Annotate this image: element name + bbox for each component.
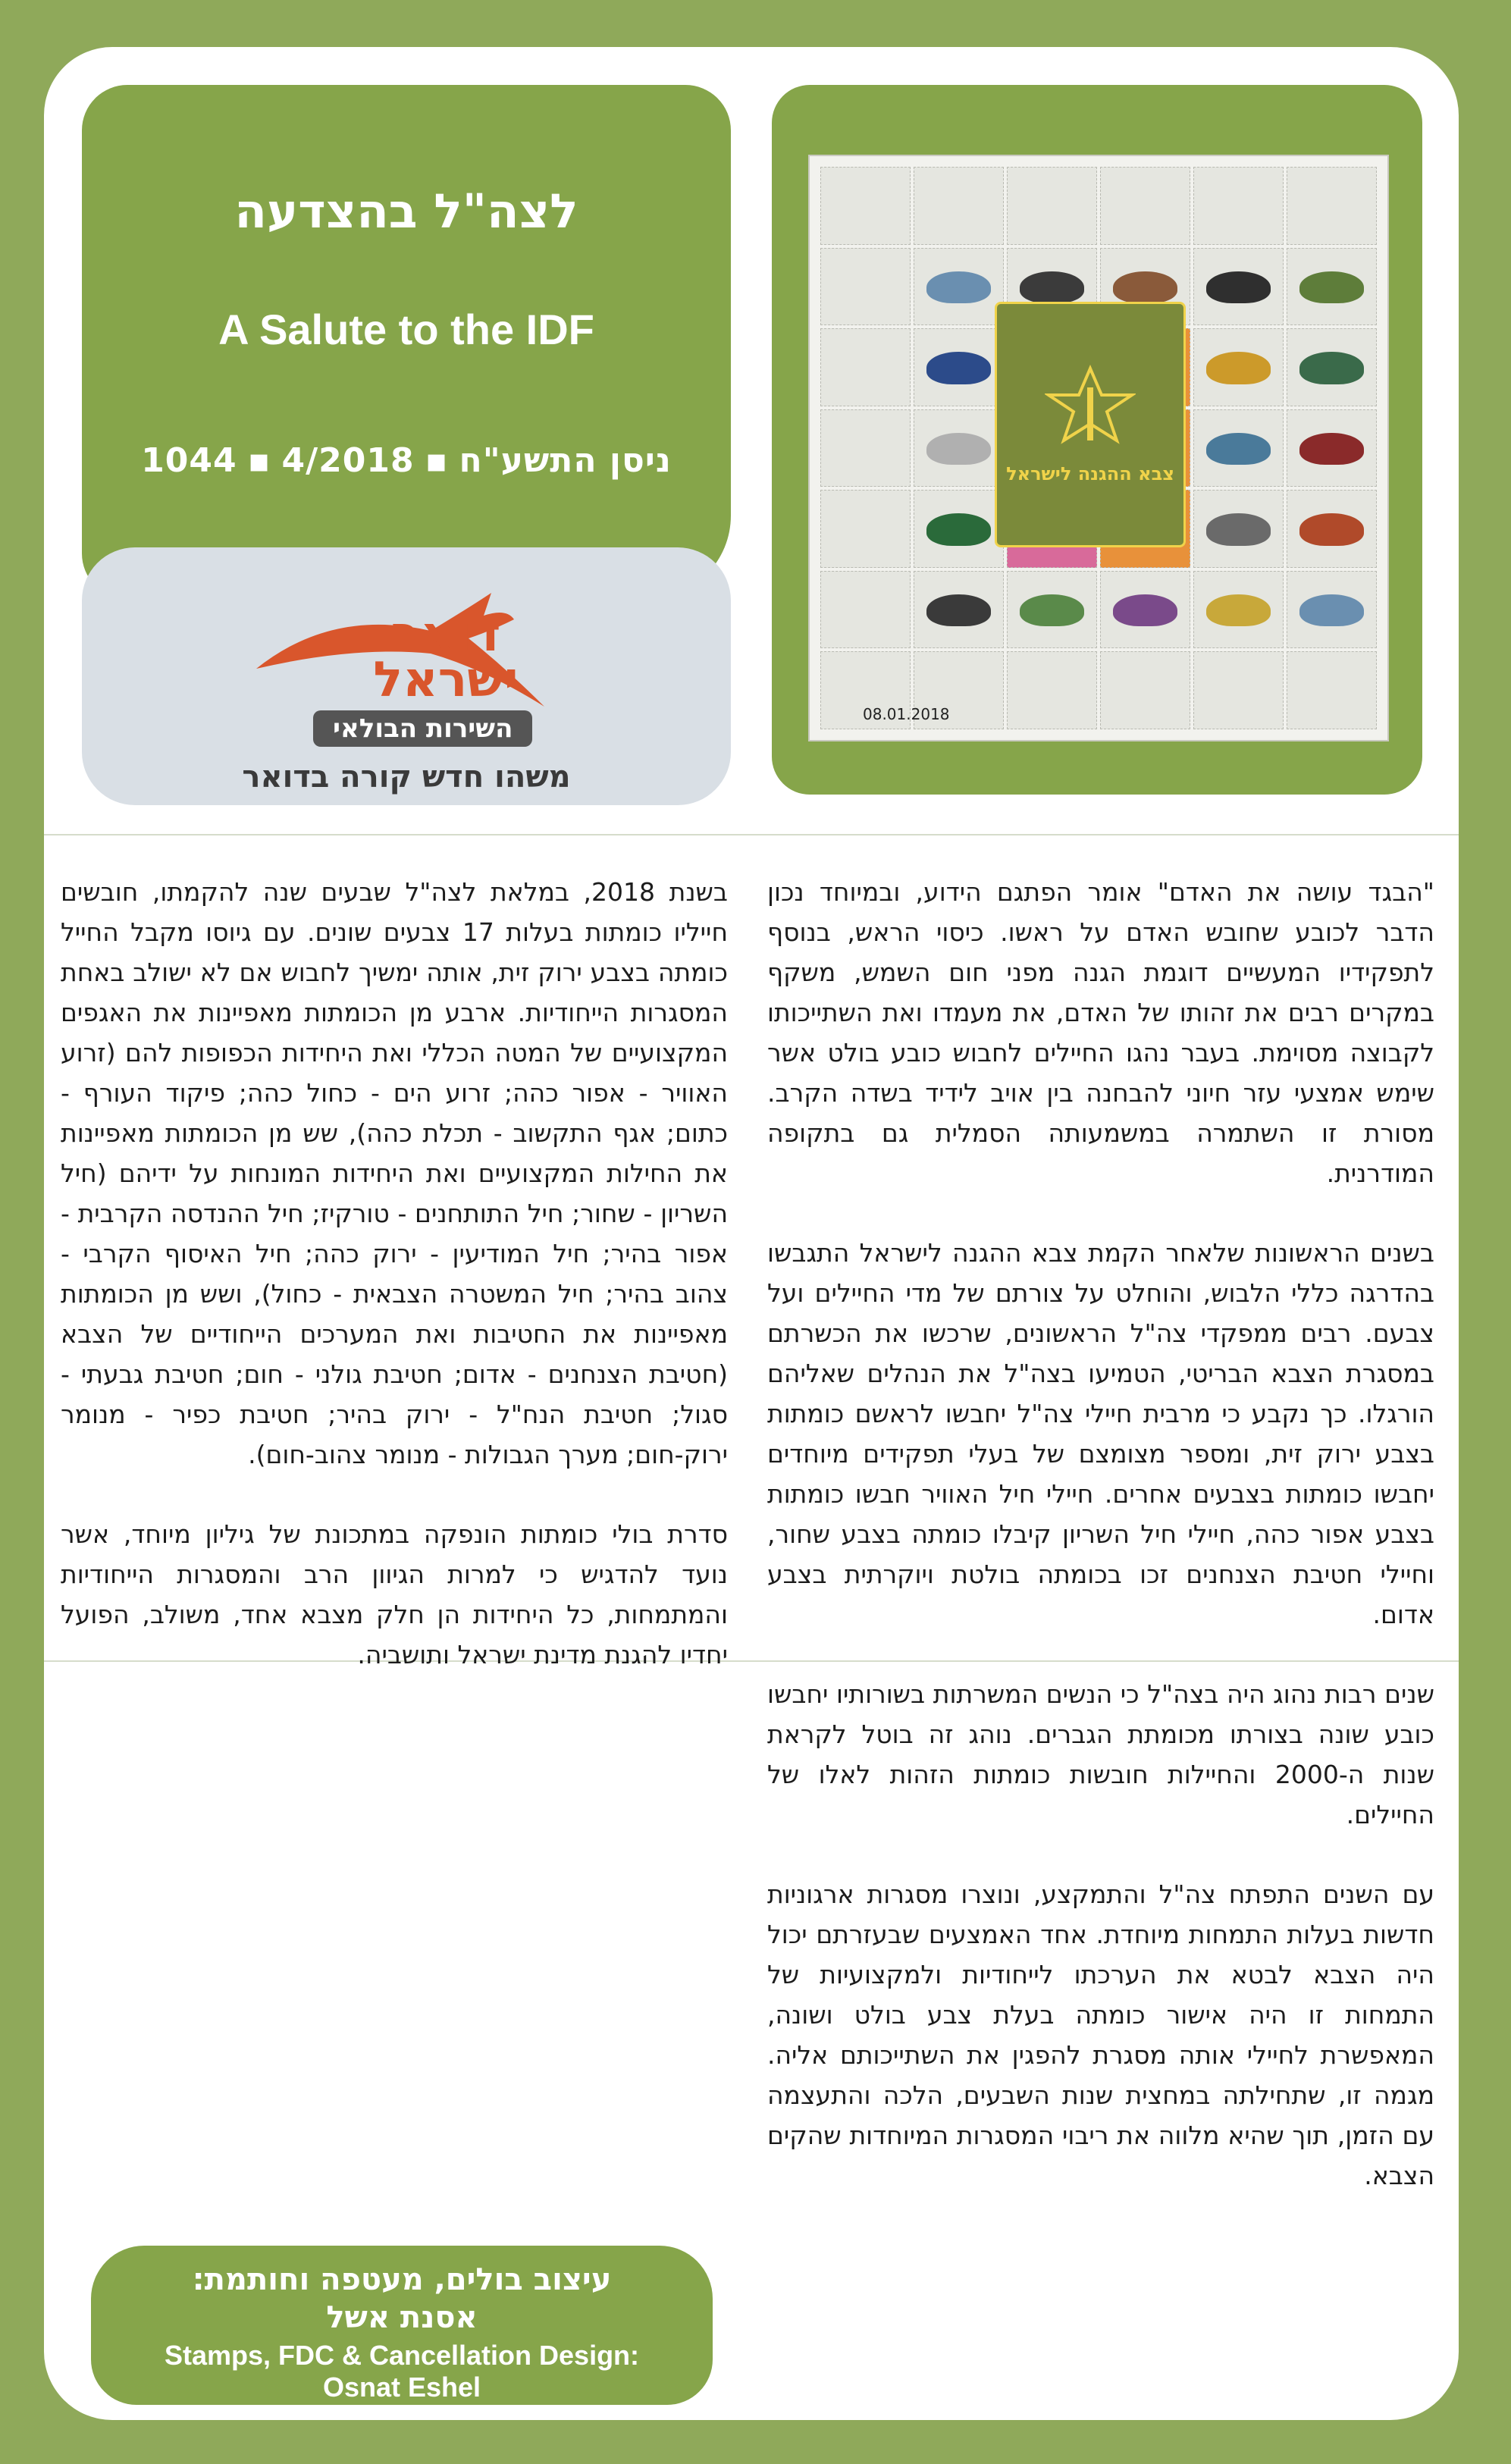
paragraph: עם השנים התפתח צה"ל והתמקצע, ונוצרו מסגרות ארגוניות חדשות בעלות התמחות מיוחדת. אחד האמצעים שבעזרתם יכול היה הצבא לבטא את הערכתו לייחודיות ולמקצועיות של התמחות זו היה אישור כומתה בעלת צבע בולט ושונה, המאפשרת לחיילי אותה מסגרת להפגין את השתייכותם אליה. מגמה זו, שתחילתה במחצית שנות השבעים, הלכה והתעצמה עם הזמן, תוך שהיא מלווה את ריבוי המסגרות המיוחדות שהקים הצבא.	[767, 1879, 1434, 2190]
credits-hebrew-name: אסנת אשל	[326, 2300, 478, 2335]
logo-name	[309, 607, 582, 708]
stamp-cell	[1287, 651, 1377, 729]
beret-icon	[1206, 513, 1270, 545]
text-column-left	[61, 872, 728, 1714]
beret-icon	[1206, 271, 1270, 303]
title-hebrew: לצה"ל בהצדעה	[234, 183, 578, 239]
beret-icon	[1020, 594, 1083, 626]
stamp-sheet-panel	[772, 85, 1422, 795]
stamp-cell	[1100, 167, 1190, 245]
beret-icon	[1113, 271, 1177, 303]
stamp-cell	[1287, 167, 1377, 245]
issue-date: 4/2018	[281, 441, 415, 480]
stamp-cell	[914, 571, 1004, 649]
stamp-cell	[1007, 651, 1097, 729]
stamp-cell	[1100, 651, 1190, 729]
paragraph: סדרת בולי כומתות הונפקה במתכונת של גיליון מיוחד, אשר נועד להדגיש כי למרות הגיוון הרב והמסגרות הייחודיות והמתמחות, כל היחידות הן חלק מצבא אחד, משולב, הפועל יחדיו להגנת מדינת ישראל ותושביה.	[61, 1519, 728, 1669]
idf-emblem-text: צבא ההגנה לישראל	[1006, 463, 1174, 484]
stamp-cell	[1287, 490, 1377, 568]
beret-icon	[926, 271, 990, 303]
israel-post-logo-panel	[82, 547, 731, 805]
stamp-cell	[820, 490, 911, 568]
paragraph: בשנת 2018, במלאת לצה"ל שבעים שנה להקמתו, חובשים חייליו כומתות בעלות 17 צבעים שונים. עם גיוסו מקבל החייל כומתה בצבע ירוק זית, אותה ימשיך לחבוש אם לא ישולב באחת המסגרות הייחודיות. ארבע מן הכומתות מאפיינות את האגפים המקצועיים של המטה הכללי ואת היחידות הכפופות להם (זרוע האוויר - אפור כהה; זרוע הים - כחול כהה; פיקוד העורף - כתום; אגף התקשוב - תכלת כהה), שש מן הכומתות מאפיינות את החילות המקצועיים ואת היחידות המונחות על ידיהם (חיל השריון - שחור; חיל התותחנים - טורקיז; חיל ההנדסה הקרבית - אפור בהיר; חיל המודיעין - ירוק כהה; חיל האיסוף הקרבי - צהוב בהיר; חיל המשטרה הצבאית - כחול), ושש מן הכומתות מאפיינות את החטיבות ואת המערכים הייחודיים של הצבא (חטיבת הצנחנים - אדום; חטיבת גולני - חום; חטיבת גבעתי - סגול; חטיבת הנח"ל - ירוק בהיר; חטיבת כפיר - מנומר ירוק-חום; מערך הגבולות - מנומר צהוב-חום).	[61, 877, 728, 1469]
stamp-cell	[1193, 409, 1284, 487]
stamp-cell	[1193, 571, 1284, 649]
stamp-cell	[1193, 248, 1284, 326]
stamp-cell	[1193, 490, 1284, 568]
stamp-cell	[1007, 167, 1097, 245]
stamp-cell	[820, 248, 911, 326]
stamp-cell	[1287, 409, 1377, 487]
stamp-cell	[820, 571, 911, 649]
beret-icon	[926, 433, 990, 465]
stamp-cell	[1287, 328, 1377, 406]
credits-english-name: Osnat Eshel	[322, 2372, 481, 2403]
beret-icon	[1206, 594, 1270, 626]
stamp-sheet	[808, 155, 1389, 741]
stamp-cell	[820, 409, 911, 487]
credits-english-title: Stamps, FDC & Cancellation Design:	[164, 2340, 640, 2371]
beret-icon	[926, 594, 990, 626]
paragraph: שנים רבות נהוג היה בצה"ל כי הנשים המשרתות בשורותיו יחבשו כובע שונה בצורתו מכומתת הגברים. נוהג זה בוטל לקראת שנות ה-2000 והחיילות חובשות כומתות הזהות לאלו של החיילים.	[767, 1679, 1435, 1829]
stamp-cell	[914, 167, 1004, 245]
issue-line: 1044 ▪ 4/2018 ▪ ניסן התשע"ח	[141, 441, 672, 480]
text-column-right	[767, 872, 1434, 2235]
beret-icon	[1020, 271, 1083, 303]
beret-icon	[926, 513, 990, 545]
fold-line-upper	[44, 834, 1459, 835]
stamp-cell	[914, 328, 1004, 406]
issue-hebrew-date: ניסן התשע"ח	[459, 441, 672, 480]
stamp-cell	[914, 490, 1004, 568]
logo-slogan: משהו חדש קורה בדואר	[242, 760, 571, 795]
stamp-cell	[914, 248, 1004, 326]
stamp-cell	[1193, 167, 1284, 245]
beret-icon	[1299, 433, 1363, 465]
beret-icon	[1299, 594, 1363, 626]
beret-icon	[926, 352, 990, 384]
beret-icon	[1299, 352, 1363, 384]
logo-name-line2: ישראל	[373, 652, 519, 708]
stamp-cell	[1193, 651, 1284, 729]
beret-icon	[1113, 594, 1177, 626]
title-panel	[82, 85, 731, 599]
design-credits-panel	[91, 2246, 713, 2405]
stamp-cell	[820, 328, 911, 406]
credits-hebrew-title: עיצוב בולים, מעטפה וחותמת:	[192, 2262, 612, 2297]
stamp-cell	[820, 167, 911, 245]
paragraph: "הבגד עושה את האדם" אומר הפתגם הידוע, ובמיוחד נכון הדבר לכובע שחובש האדם על ראשו. כיסוי הראש, בנוסף לתפקידיו המעשיים דוגמת הגנה מפני חום השמש, משקף במקרים רבים את זהותו של האדם, את מעמדו ואת השתייכותו לקבוצה מסוימת. בעבר נהגו החיילים לחבוש כובע בולט אשר שימש אמצעי עזר חיוני להבחנה בין אויב לידיד בשדה הקרב. מסורת זו השתמרה במשמעותה הסמלית גם בתקופה המודרנית.	[767, 877, 1434, 1188]
stamp-cell	[1287, 571, 1377, 649]
beret-icon	[1206, 433, 1270, 465]
stamp-cell	[914, 409, 1004, 487]
sheet-date: 08.01.2018	[863, 705, 950, 723]
beret-icon	[1299, 513, 1363, 545]
title-english: A Salute to the IDF	[218, 306, 594, 353]
philatelic-service-badge: השירות הבולאי	[313, 710, 532, 747]
idf-emblem-icon	[1045, 365, 1136, 456]
paragraph: בשנים הראשונות שלאחר הקמת צבא ההגנה לישראל התגבשו בהדרגה כללי הלבוש, והוחלט על צורתם של מדי החיילים ועל צבעם. רבים ממפקדי צה"ל הראשונים, שרכשו את הכשרתם במסגרת הצבא הבריטי, הטמיעו בצה"ל את הנהלים שאליהם הורגלו. כך נקבע כי מרבית חיילי צה"ל יחבשו לראשם כומתות בצבע ירוק זית, ומספר מצומצם של בעלי תפקידים מיוחדים יחבשו כומתות בצבעים אחרים. חיילי חיל האוויר חבשו כומתות בצבע אפור כהה, חיילי חיל השריון קיבלו כומתה בצבע שחור, וחיילי חטיבת הצנחנים זכו בכומתה בולטת ויוקרתית בצבע אדום.	[767, 1238, 1434, 1629]
beret-icon	[1299, 271, 1363, 303]
beret-icon	[1206, 352, 1270, 384]
idf-emblem	[995, 302, 1186, 547]
stamp-cell	[1287, 248, 1377, 326]
stamp-cell	[1007, 571, 1097, 649]
stamp-cell	[1193, 328, 1284, 406]
issue-number: 1044	[141, 441, 237, 480]
logo-name-line1: דואר	[390, 607, 501, 663]
stamp-cell	[1100, 571, 1190, 649]
